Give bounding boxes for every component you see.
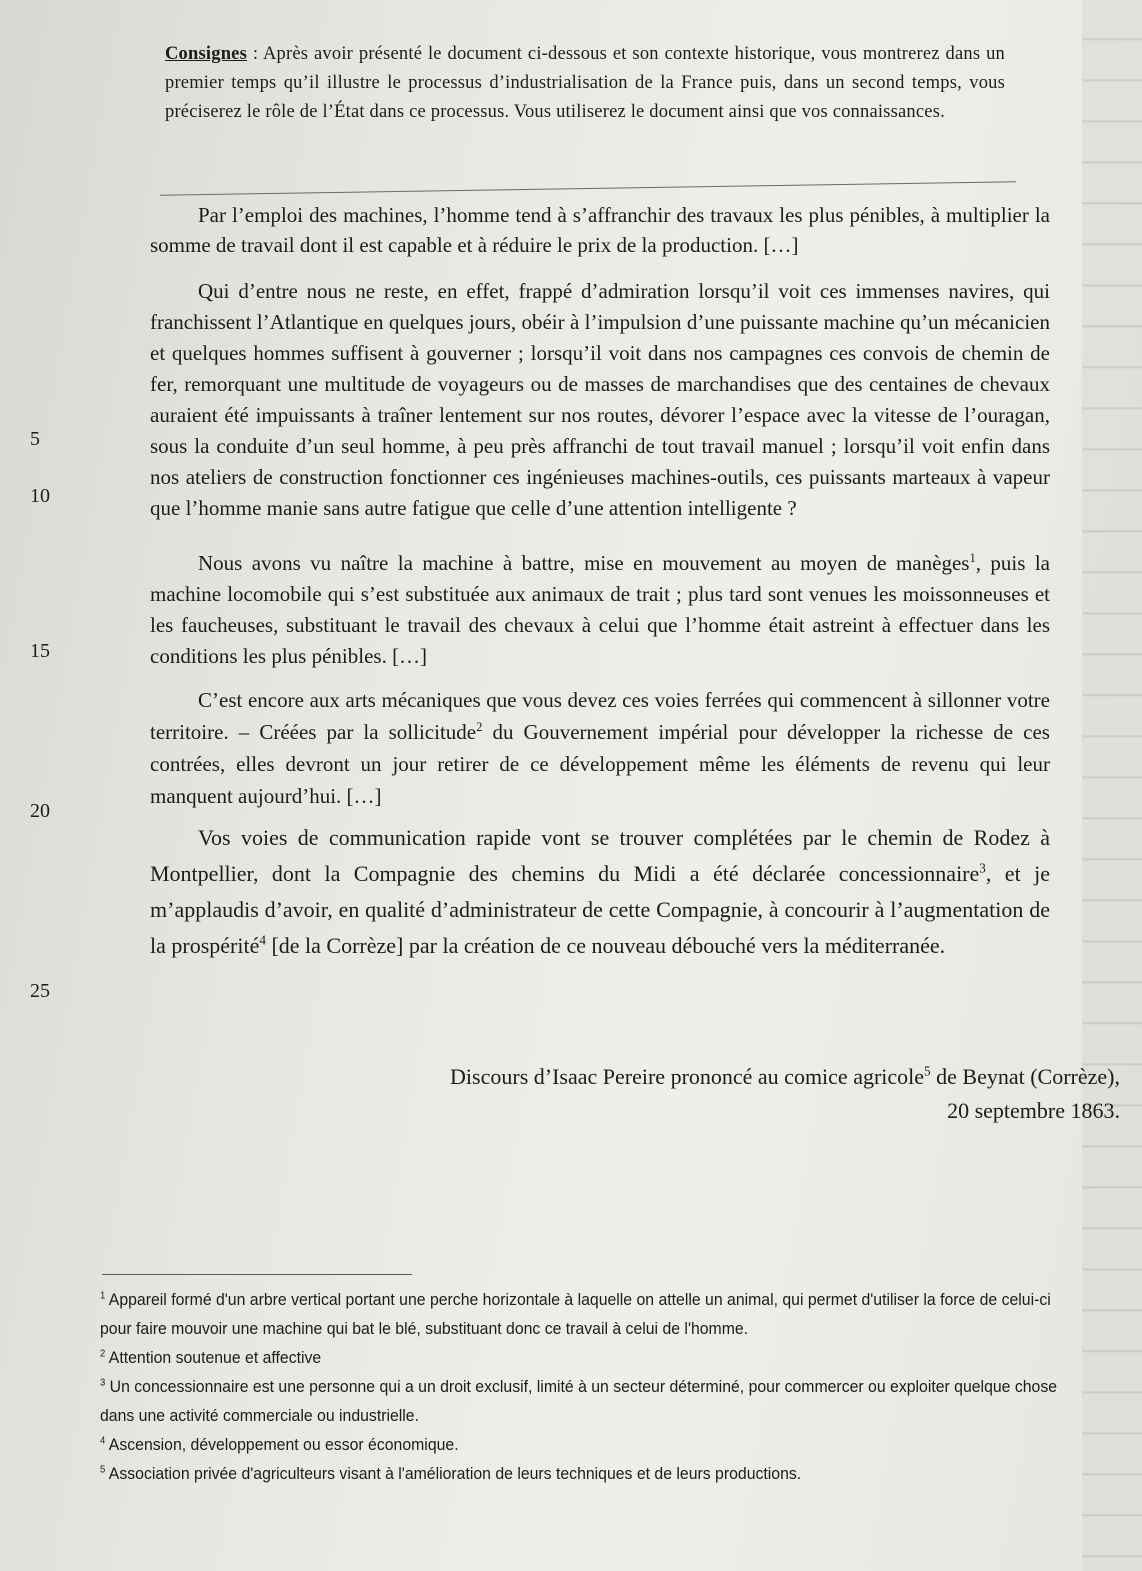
footnote-5: $^5$ Association privée d'agriculteurs visant à l'amélioration de leurs techniques et de leurs productions. [100,1464,802,1483]
footnote-ref-2: 2 [476,720,483,734]
line-number: 5 [30,428,40,450]
line-number: 25 [30,980,50,1002]
footnote-ref-5: 5 [924,1063,931,1079]
document-paragraph-3: Nous avons vu naître la machine à battre, mise en mouvement au moyen de manèges$^1$, puis la machine locomobile qui s’est substituée aux animaux de trait ; plus tard sont venues les moissonneuses et les faucheuses, substituant le travail des chevaux à celui que l’homme était astreint à effectuer dans les conditions les plus pénibles. […] [150,551,1050,668]
footnote-2: $^2$ Attention soutenue et affective [100,1348,322,1367]
instructions-text: : Après avoir présenté le document ci-dessous et son contexte historique, vous montrerez dans un premier temps qu’il illustre le processus d’industrialisation de la France puis, dans un second temps, vous préciserez le rôle de l’État dans ce processus. Vous utiliserez le document ainsi que vos connaissances. [165,44,1005,122]
source-date: 20 septembre 1863. [947,1098,1120,1123]
line-number: 20 [30,800,50,822]
document-paragraph-1: Par l’emploi des machines, l’homme tend à s’affranchir des travaux les plus pénibles, à multiplier la somme de travail dont il est capable et à réduire le prix de la production. […] [150,203,1050,257]
document-paragraph-2: Qui d’entre nous ne reste, en effet, frappé d’admiration lorsqu’il voit ces immenses navires, qui franchissent l’Atlantique en quelques jours, obéir à l’impulsion d’une puissante machine qu’un mécanicien et quelques hommes suffisent à gouverner ; lorsqu’il voit dans nos campagnes ces convois de chemin de fer, remorquant une multitude de voyageurs ou de masses de marchandises que des centaines de chevaux auraient été impuissants à traîner lentement sur nos routes, dévorer l’espace avec la vitesse de l’ouragan, sous la conduite d’un seul homme, à peu près affranchi de tout travail manuel ; lorsqu’il voit enfin dans nos ateliers de construction fonctionner ces ingénieuses machines-outils, ces puissants marteaux à vapeur que l’homme manie sans autre fatigue que celle d’une attention intelligente ? [150,279,1050,520]
footnote-ref-4: 4 [259,932,266,948]
document-paragraph-5: Vos voies de communication rapide vont se trouver complétées par le chemin de Rodez à Montpellier, dont la Compagnie des chemins du Midi a été déclarée concessionnaire$^3$, et je m’applaudis d’avoir, en qualité d’administrateur de cette Compagnie, à concourir à l’augmentation de la prospérité$^4$ [de la Corrèze] par la création de ce nouveau débouché vers la méditerranée. [150,825,1050,958]
footnote-1: $^1$ Appareil formé d'un arbre vertical portant une perche horizontale à laquelle on attelle un animal, qui permet d'utiliser la force de celui-ci pour faire mouvoir une machine qui bat le blé, substituant donc ce travail à celui de l'homme. [100,1290,1051,1338]
line-number: 15 [30,640,50,662]
instructions [165,40,1005,127]
footnotes [100,1285,1067,1488]
line-number: 10 [30,485,50,507]
footnote-4: $^4$ Ascension, développement ou essor économique. [100,1435,459,1454]
footnote-ref-3: 3 [979,860,986,876]
page-edge-shadow [1082,0,1142,1571]
document-source: Discours d’Isaac Pereire prononcé au comice agricole$^5$ de Beynat (Corrèze), 20 septembre 1863. [290,1060,1120,1128]
footnote-3: $^3$ Un concessionnaire est une personne qui a un droit exclusif, limité à un secteur déterminé, pour commercer ou exploiter quelque chose dans une activité commerciale ou industrielle. [100,1377,1058,1425]
footnote-ref-1: 1 [969,551,976,565]
footnote-divider [102,1274,412,1275]
instructions-label: Consignes [165,44,247,64]
divider-line [160,181,1016,195]
document-paragraph-4: C’est encore aux arts mécaniques que vous devez ces voies ferrées qui commencent à sillonner votre territoire. – Créées par la sollicitude$^2$ du Gouvernement impérial pour développer la richesse de ces contrées, elles devront un jour retirer de ce développement même les éléments de revenu qui leur manquent aujourd’hui. […] [150,688,1050,808]
